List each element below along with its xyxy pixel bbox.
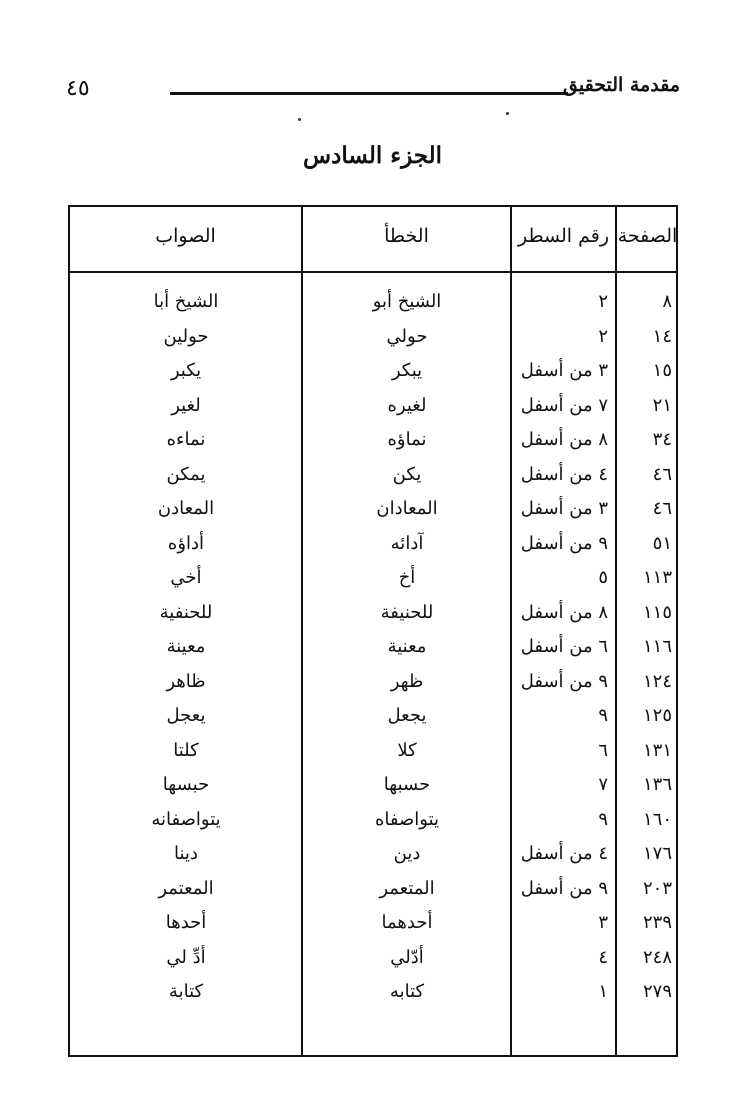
table-row <box>70 429 676 464</box>
running-header <box>58 70 680 106</box>
page-cell: ١٢٤ <box>642 670 672 692</box>
right-cell: دينا <box>174 843 198 864</box>
page-cell: ٢٧٩ <box>642 981 672 1002</box>
table-row <box>70 809 676 844</box>
wrong-cell: دين <box>393 843 421 864</box>
wrong-cell: أخ <box>398 567 416 588</box>
table-row <box>70 602 676 637</box>
page-cell: ٨ <box>662 291 672 312</box>
speck <box>506 112 509 115</box>
section-title: الجزء السادس <box>303 142 442 169</box>
line-cell: ٦ <box>598 739 608 761</box>
page-cell: ١٢٥ <box>642 705 672 726</box>
line-cell: ٣ من أسفل <box>520 360 608 381</box>
wrong-cell: نماؤه <box>387 429 427 450</box>
table-row <box>70 567 676 602</box>
right-cell: أدِّ لي <box>166 946 206 968</box>
page-cell: ١٥ <box>652 360 672 381</box>
wrong-cell: المتعمر <box>379 877 435 899</box>
page-cell: ١٣٦ <box>642 774 672 795</box>
table-row <box>70 705 676 740</box>
speck <box>298 118 301 121</box>
line-cell: ٩ من أسفل <box>520 532 608 554</box>
table-row <box>70 981 676 1016</box>
wrong-cell: يكن <box>392 463 422 485</box>
line-cell: ٢ <box>598 325 608 347</box>
wrong-cell: حسبها <box>383 774 431 795</box>
header-right: الصواب <box>155 225 216 247</box>
table-row <box>70 291 676 326</box>
right-cell: يكبر <box>170 360 202 381</box>
errata-table <box>68 205 678 1057</box>
page-cell: ١١٦ <box>642 636 672 657</box>
wrong-cell: حولي <box>386 325 428 347</box>
right-cell: الشيخ أبا <box>153 291 219 312</box>
wrong-cell: آدائه <box>390 532 424 554</box>
right-cell: حولين <box>163 325 209 347</box>
line-cell: ٤ من أسفل <box>520 843 608 864</box>
line-cell: ٩ <box>598 705 608 726</box>
table-row <box>70 326 676 361</box>
right-cell: لغير <box>171 394 201 416</box>
table-row <box>70 464 676 499</box>
line-cell: ٤ <box>598 946 608 968</box>
right-cell: كلتا <box>173 739 199 761</box>
line-cell: ٨ من أسفل <box>520 601 608 623</box>
page-cell: ٤٦ <box>652 498 672 519</box>
line-cell: ٦ من أسفل <box>520 636 608 657</box>
wrong-cell: يجعل <box>387 705 427 726</box>
header-wrong: الخطأ <box>384 225 429 247</box>
page-cell: ٢٣٩ <box>642 912 672 933</box>
wrong-cell: لغيره <box>387 394 427 416</box>
table-row <box>70 395 676 430</box>
line-cell: ٧ من أسفل <box>520 394 608 416</box>
header-rule <box>170 92 568 95</box>
right-cell: معينة <box>166 636 206 657</box>
page-cell: ٤٦ <box>652 463 672 485</box>
line-cell: ٥ <box>598 567 608 588</box>
wrong-cell: كتابه <box>389 981 425 1002</box>
page-cell: ١١٥ <box>642 601 672 623</box>
wrong-cell: يتواصفاه <box>374 808 440 830</box>
table-row <box>70 360 676 395</box>
wrong-cell: أدّلي <box>390 946 424 968</box>
line-cell: ٣ من أسفل <box>520 498 608 519</box>
right-cell: يعجل <box>166 705 206 726</box>
header-line: رقم السطر <box>517 225 610 247</box>
right-cell: للحنفية <box>159 601 213 623</box>
header-page: الصفحة <box>617 225 678 247</box>
right-cell: نماءه <box>166 429 206 450</box>
page-cell: ٢٤٨ <box>642 946 672 968</box>
table-row <box>70 947 676 982</box>
wrong-cell: ظهر <box>390 670 424 692</box>
chapter-title: مقدمة التحقيق <box>563 74 680 96</box>
header-divider <box>70 271 676 273</box>
wrong-cell: الشيخ أبو <box>372 291 442 312</box>
right-cell: أداؤه <box>167 532 205 554</box>
page-cell: ١١٣ <box>642 567 672 588</box>
page-cell: ٣٤ <box>652 429 672 450</box>
line-cell: ٩ من أسفل <box>520 877 608 899</box>
line-cell: ١ <box>598 981 608 1002</box>
table-row <box>70 843 676 878</box>
line-cell: ٢ <box>598 291 608 312</box>
page-cell: ١٤ <box>652 325 672 347</box>
page-cell: ١٦٠ <box>642 808 672 830</box>
right-cell: أحدها <box>165 912 207 933</box>
wrong-cell: أحدهما <box>381 912 433 933</box>
page-cell: ١٧٦ <box>642 843 672 864</box>
table-row <box>70 533 676 568</box>
line-cell: ٣ <box>598 912 608 933</box>
right-cell: المعادن <box>157 498 215 519</box>
right-cell: كتابة <box>168 981 204 1002</box>
table-row <box>70 671 676 706</box>
page-number: ٤٥ <box>66 76 90 101</box>
table-row <box>70 498 676 533</box>
table-row <box>70 878 676 913</box>
line-cell: ٤ من أسفل <box>520 463 608 485</box>
table-row <box>70 636 676 671</box>
right-cell: يتواصفانه <box>151 808 221 830</box>
wrong-cell: يبكر <box>391 360 423 381</box>
right-cell: حبسها <box>162 774 210 795</box>
line-cell: ٨ من أسفل <box>520 429 608 450</box>
page-cell: ٢١ <box>652 394 672 416</box>
wrong-cell: المعادان <box>376 498 438 519</box>
right-cell: المعتمر <box>158 877 214 899</box>
page-cell: ٢٠٣ <box>642 877 672 899</box>
table-row <box>70 774 676 809</box>
page-cell: ٥١ <box>652 532 672 554</box>
line-cell: ٩ <box>598 808 608 830</box>
table-row <box>70 912 676 947</box>
wrong-cell: معنية <box>387 636 427 657</box>
table-row <box>70 740 676 775</box>
right-cell: يمكن <box>166 463 206 485</box>
right-cell: ظاهر <box>166 670 206 692</box>
table-body <box>70 291 676 1016</box>
wrong-cell: للحنيفة <box>380 601 434 623</box>
wrong-cell: كلا <box>397 739 417 761</box>
line-cell: ٩ من أسفل <box>520 670 608 692</box>
right-cell: أخي <box>170 567 202 588</box>
line-cell: ٧ <box>598 774 608 795</box>
page-cell: ١٣١ <box>642 739 672 761</box>
